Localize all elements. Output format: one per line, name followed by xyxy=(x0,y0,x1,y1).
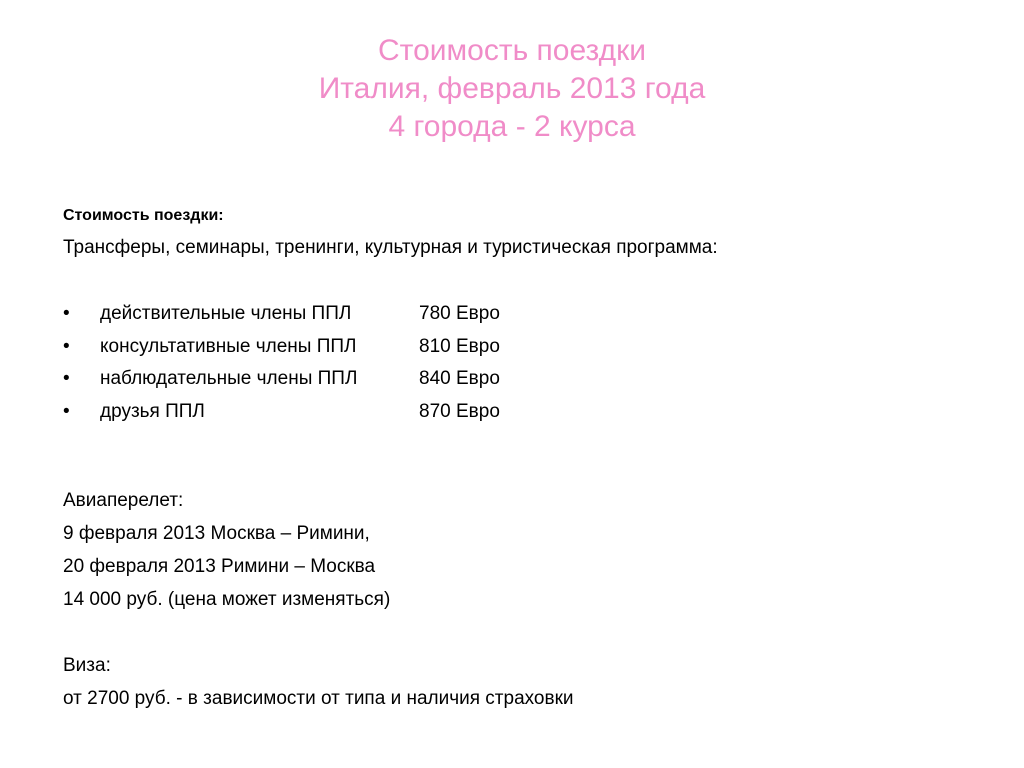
flight-return: 20 февраля 2013 Римини – Москва xyxy=(63,556,376,577)
member-category-label: действительные члены ППЛ xyxy=(100,303,352,324)
member-category-price: 840 Евро xyxy=(419,368,500,389)
cost-description: Трансферы, семинары, тренинги, культурная и туристическая программа: xyxy=(63,237,718,258)
visa-heading: Виза: xyxy=(63,655,111,676)
flight-price: 14 000 руб. (цена может изменяться) xyxy=(63,589,391,610)
member-category-label: консультативные члены ППЛ xyxy=(100,336,357,357)
bullet-icon: • xyxy=(63,303,70,324)
title-line-3: 4 города - 2 курса xyxy=(388,110,636,143)
visa-price: от 2700 руб. - в зависимости от типа и наличия страховки xyxy=(63,688,574,709)
slide-title xyxy=(0,32,1024,146)
flight-heading: Авиаперелет: xyxy=(63,490,184,511)
title-line-2: Италия, февраль 2013 года xyxy=(318,72,706,105)
title-line-1: Стоимость поездки xyxy=(378,34,646,67)
member-category-label: наблюдательные члены ППЛ xyxy=(100,368,358,389)
flight-outbound: 9 февраля 2013 Москва – Римини, xyxy=(63,523,370,544)
member-category-price: 780 Евро xyxy=(419,303,500,324)
member-category-price: 870 Евро xyxy=(419,401,500,422)
bullet-icon: • xyxy=(63,336,70,357)
bullet-icon: • xyxy=(63,401,70,422)
member-category-label: друзья ППЛ xyxy=(100,401,205,422)
bullet-icon: • xyxy=(63,368,70,389)
member-category-price: 810 Евро xyxy=(419,336,500,357)
cost-heading: Стоимость поездки: xyxy=(63,207,224,224)
